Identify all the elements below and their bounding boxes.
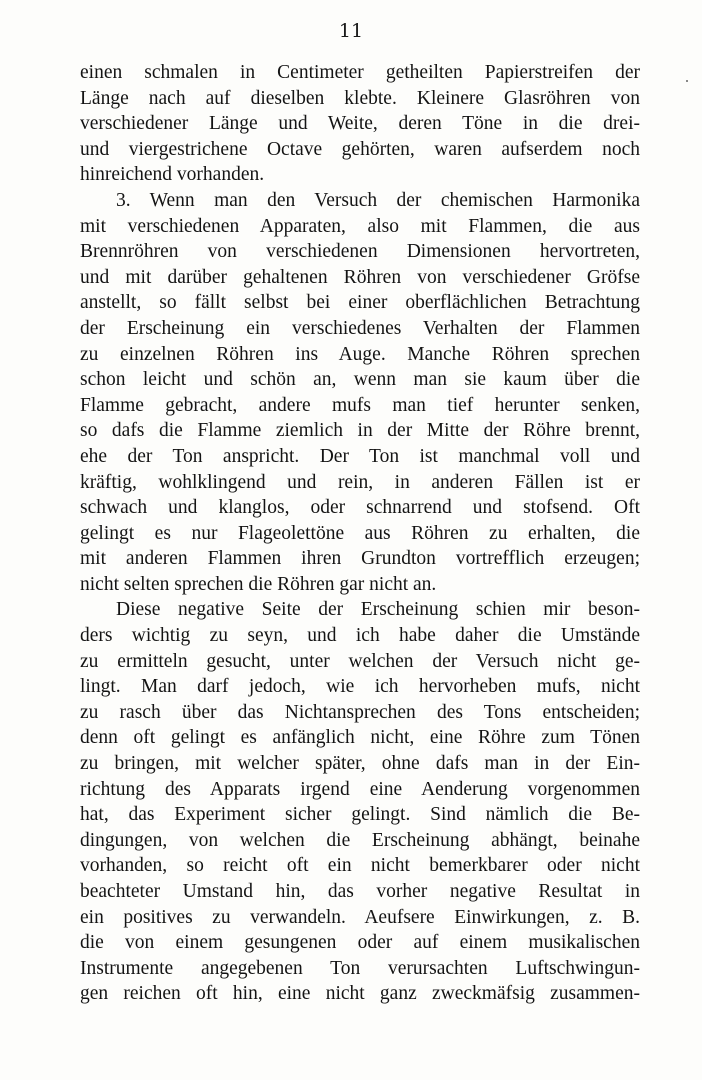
- text-line: mit verschiedenen Apparaten, also mit Flammen, die aus: [80, 215, 640, 237]
- text-line: und viergestrichene Octave gehörten, waren aufserdem noch: [80, 138, 640, 160]
- text-line: zu einzelnen Röhren ins Auge. Manche Röhren sprechen: [80, 343, 640, 365]
- text-line: zu ermitteln gesucht, unter welchen der Versuch nicht ge-: [80, 650, 640, 672]
- text-line: beachteter Umstand hin, das vorher negative Resultat in: [80, 881, 640, 902]
- text-line: gen reichen oft hin, eine nicht ganz zweckmäfsig zusammen-: [80, 983, 640, 1005]
- text-line: ehe der Ton anspricht. Der Ton ist manchmal voll und: [80, 445, 640, 467]
- margin-speck: [686, 80, 688, 82]
- text-line: richtung des Apparats irgend eine Aenderung vorgenommen: [80, 778, 640, 800]
- text-line: zu bringen, mit welcher später, ohne dafs man in der Ein-: [80, 753, 640, 775]
- paragraph-start-line: Diese negative Seite der Erscheinung schien mir beson-: [116, 599, 640, 621]
- page-number: 11: [338, 20, 364, 42]
- text-line: ein positives zu verwandeln. Aeufsere Einwirkungen, z. B.: [80, 906, 640, 928]
- text-line: die von einem gesungenen oder auf einem musikalischen: [80, 932, 640, 954]
- text-line: kräftig, wohlklingend und rein, in anderen Fällen ist er: [80, 471, 640, 493]
- text-line: schwach und klanglos, oder schnarrend und stofsend. Oft: [80, 497, 640, 519]
- text-line: einen schmalen in Centimeter getheilten Papierstreifen der: [80, 62, 640, 83]
- text-line: der Erscheinung ein verschiedenes Verhalten der Flammen: [80, 317, 640, 339]
- text-line: denn oft gelingt es anfänglich nicht, eine Röhre zum Tönen: [80, 727, 640, 749]
- text-line: zu rasch über das Nichtansprechen des Tons entscheiden;: [80, 701, 640, 723]
- text-line: gelingt es nur Flageolettöne aus Röhren zu erhalten, die: [80, 522, 640, 544]
- text-line: vorhanden, so reicht oft ein nicht bemerkbarer oder nicht: [80, 855, 640, 877]
- text-line: nicht selten sprechen die Röhren gar nicht an.: [80, 573, 437, 595]
- text-line: Flamme gebracht, andere mufs man tief herunter senken,: [80, 394, 640, 416]
- body-text: [80, 60, 640, 1007]
- text-line: anstellt, so fällt selbst bei einer oberflächlichen Betrachtung: [80, 292, 640, 314]
- text-line: und mit darüber gehaltenen Röhren von verschiedener Gröfse: [80, 266, 640, 288]
- text-line: dingungen, von welchen die Erscheinung abhängt, beinahe: [80, 829, 640, 851]
- text-line: ders wichtig zu seyn, und ich habe daher die Umstände: [80, 625, 640, 647]
- section-heading-line: 3. Wenn man den Versuch der chemischen Harmonika: [116, 189, 640, 211]
- text-line: Länge nach auf dieselben klebte. Kleinere Glasröhren von: [80, 87, 640, 109]
- text-line: hat, das Experiment sicher gelingt. Sind nämlich die Be-: [80, 804, 640, 826]
- text-line: mit anderen Flammen ihren Grundton vortrefflich erzeugen;: [80, 548, 640, 570]
- text-line: verschiedener Länge und Weite, deren Töne in die drei-: [80, 113, 640, 135]
- text-line: hinreichend vorhanden.: [80, 164, 265, 186]
- text-line: lingt. Man darf jedoch, wie ich hervorheben mufs, nicht: [80, 676, 640, 698]
- text-line: so dafs die Flamme ziemlich in der Mitte der Röhre brennt,: [80, 420, 640, 442]
- text-line: schon leicht und schön an, wenn man sie kaum über die: [80, 369, 640, 391]
- text-line: Instrumente angegebenen Ton verursachten Luftschwingun-: [80, 957, 640, 979]
- text-line: Brennröhren von verschiedenen Dimensionen hervortreten,: [80, 241, 640, 263]
